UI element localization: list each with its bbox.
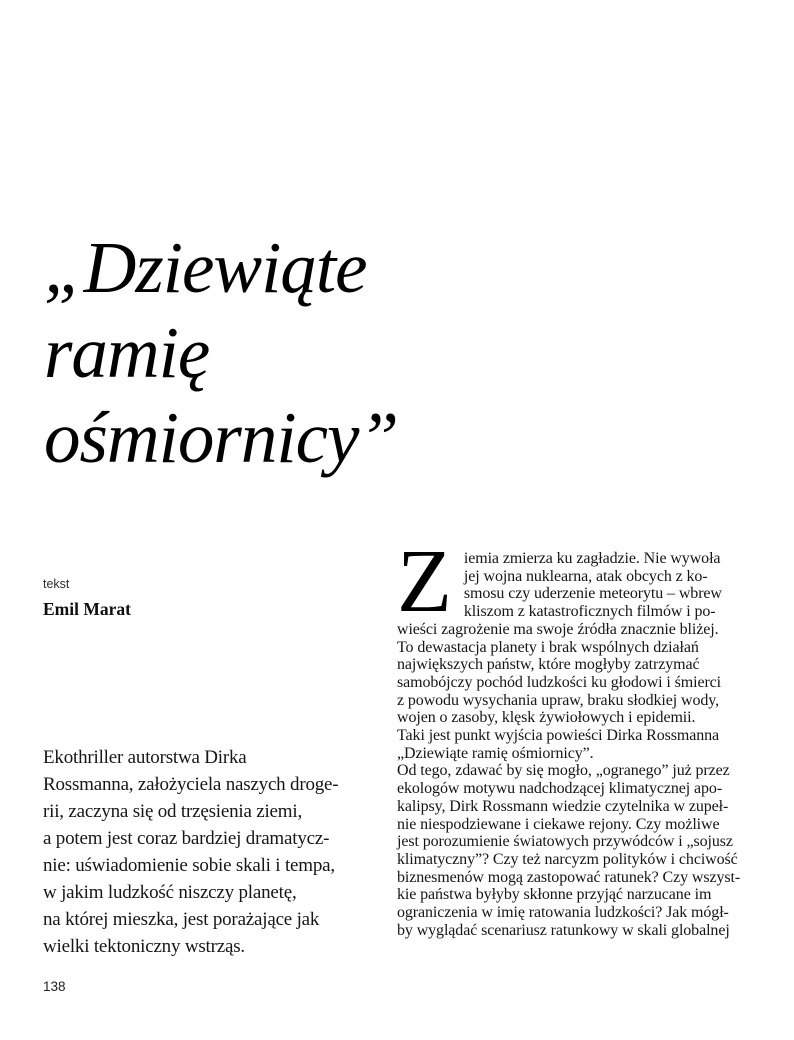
body-line: największych państw, które mogłyby zatrzymać [397, 656, 700, 674]
byline-label: tekst [43, 577, 70, 591]
body-line: samobójczy pochód ludzkości ku głodowi i śmierci [397, 673, 722, 691]
body-line: wieści zagrożenie ma swoje źródła znacznie bliżej. [397, 620, 719, 638]
intro-line: w jakim ludzkość niszczy planetę, [43, 882, 297, 903]
body-line: biznesmenów mogą zastopować ratunek? Czy wszyst- [397, 868, 741, 886]
intro-line: a potem jest coraz bardziej dramatycz- [43, 828, 330, 849]
body-line: Od tego, zdawać by się mogło, „ogranego” już przez [397, 762, 730, 780]
body-line: ekologów motywu nadchodzącej klimatycznej apo- [397, 780, 723, 798]
body-line: iemia zmierza ku zagładzie. Nie wywoła [463, 550, 721, 567]
body-line: by wyglądać scenariusz ratunkowy w skali globalnej [397, 921, 730, 939]
intro-line: Ekothriller autorstwa Dirka [43, 747, 247, 768]
body-line: smosu czy uderzenie meteorytu – wbrew [463, 585, 722, 603]
page-number: 138 [43, 979, 66, 994]
title-line: ramię [44, 312, 210, 393]
intro-line: rii, zaczyna się od trzęsienia ziemi, [43, 801, 302, 822]
intro-paragraph [43, 744, 338, 960]
body-line: Taki jest punkt wyjścia powieści Dirka Rossmanna [397, 727, 720, 745]
body-line: z powodu wysychania upraw, braku słodkiej wody, [397, 691, 720, 709]
body-line: jej wojna nuklearna, atak obcych z ko- [463, 567, 708, 585]
body-line: kie państwa byłyby skłonne przyjąć narzucane im [397, 886, 712, 904]
author-name: Emil Marat [43, 599, 131, 619]
body-line: kalipsy, Dirk Rossmann wiedzie czytelnika w zupeł- [397, 797, 729, 815]
body-line: „Dziewiąte ramię ośmiornicy”. [397, 744, 594, 762]
title-line: ośmiornicy” [44, 397, 398, 478]
body-line: nie niespodziewane i ciekawe rejony. Czy możliwe [397, 815, 720, 833]
intro-line: na której mieszka, jest porażające jak [43, 909, 320, 930]
intro-line: Rossmanna, założyciela naszych droge- [43, 774, 339, 795]
body-line: To dewastacja planety i brak wspólnych działań [397, 638, 699, 656]
article-title [44, 225, 398, 480]
intro-line: nie: uświadomienie sobie skali i tempa, [43, 855, 335, 876]
drop-cap: Z [397, 532, 452, 631]
body-line: jest porozumienie światowych przywódców i „sojusz [397, 833, 733, 851]
body-line: kliszom z katastroficznych filmów i po- [463, 603, 716, 621]
title-line: „Dziewiąte [44, 227, 367, 308]
intro-line: wielki tektoniczny wstrząs. [43, 936, 245, 957]
body-line: wojen o zasoby, klęsk żywiołowych i epidemii. [397, 709, 696, 727]
body-line: klimatyczny”? Czy też narcyzm polityków i chciwość [397, 850, 738, 868]
article-body [397, 532, 777, 939]
body-line: ograniczenia w imię ratowania ludzkości? Jak mógł- [397, 904, 729, 922]
